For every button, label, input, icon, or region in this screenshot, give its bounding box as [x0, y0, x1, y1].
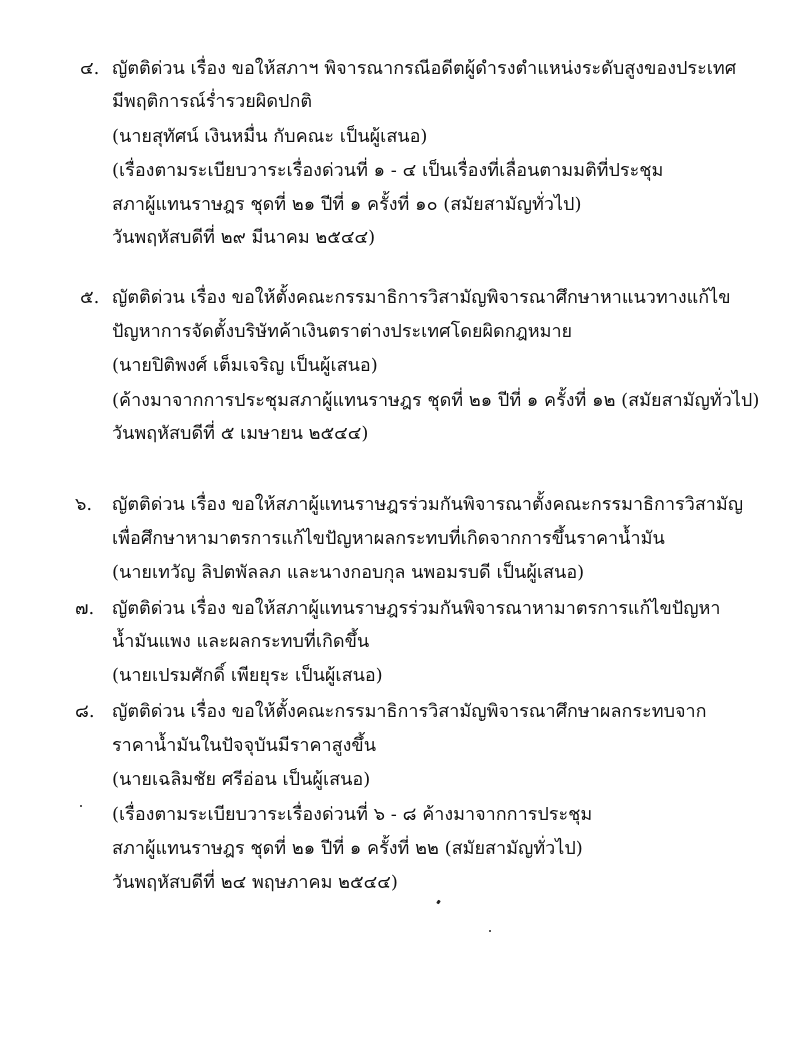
item-number: ๖. [75, 494, 93, 515]
item-note-line: (ค้างมาจากการประชุมสภาผู้แทนราษฎร ชุดที่ ๒๑ ปีที่ ๑ ครั้งที่ ๑๒ (สมัยสามัญทั่วไป) [112, 390, 760, 411]
item-note-line: (เรื่องตามระเบียบวาระเรื่องด่วนที่ ๑ - ๔ เป็นเรื่องที่เลื่อนตามมติที่ประชุม [112, 160, 664, 181]
item-note-line: (เรื่องตามระเบียบวาระเรื่องด่วนที่ ๖ - ๘ ค้างมาจากการประชุม [112, 804, 593, 825]
item-title-line: ญัตติด่วน เรื่อง ขอให้สภาผู้แทนราษฎรร่วมกันพิจารณาหามาตรการแก้ไขปัญหา [112, 598, 721, 619]
item-title-line: น้ำมันแพง และผลกระทบที่เกิดขึ้น [112, 631, 370, 652]
item-number: ๔. [80, 58, 100, 79]
scan-speck [436, 900, 441, 905]
item-title-line: ปัญหาการจัดตั้งบริษัทค้าเงินตราต่างประเทศโดยผิดกฎหมาย [112, 321, 573, 342]
item-title-line: ญัตติด่วน เรื่อง ขอให้สภาผู้แทนราษฎรร่วมกันพิจารณาตั้งคณะกรรมาธิการวิสามัญ [112, 494, 744, 515]
item-title-line: ญัตติด่วน เรื่อง ขอให้ตั้งคณะกรรมาธิการวิสามัญพิจารณาศึกษาหาแนวทางแก้ไข [112, 287, 731, 308]
item-note-line: วันพฤหัสบดีที่ ๒๔ พฤษภาคม ๒๕๔๔) [112, 872, 398, 893]
item-title-line: ญัตติด่วน เรื่อง ขอให้สภาฯ พิจารณากรณีอดีตผู้ดำรงตำแหน่งระดับสูงของประเทศ [112, 58, 737, 79]
item-title-line: ญัตติด่วน เรื่อง ขอให้ตั้งคณะกรรมาธิการวิสามัญพิจารณาศึกษาผลกระทบจาก [112, 701, 707, 722]
item-note-line: วันพฤหัสบดีที่ ๒๙ มีนาคม ๒๕๔๔) [112, 227, 376, 248]
item-number: ๗. [75, 598, 95, 619]
scan-speck [80, 805, 82, 807]
scan-speck [489, 930, 491, 932]
item-proposer: (นายปิติพงศ์ เต็มเจริญ เป็นผู้เสนอ) [112, 355, 378, 376]
item-title-line: เพื่อศึกษาหามาตรการแก้ไขปัญหาผลกระทบที่เกิดจากการขึ้นราคาน้ำมัน [112, 528, 665, 549]
item-proposer: (นายเทวัญ ลิปตพัลลภ และนางกอบกุล นพอมรบดี เป็นผู้เสนอ) [112, 562, 585, 583]
item-note-line: สภาผู้แทนราษฎร ชุดที่ ๒๑ ปีที่ ๑ ครั้งที่ ๑๐ (สมัยสามัญทั่วไป) [112, 194, 582, 215]
item-proposer: (นายเฉลิมชัย ศรีอ่อน เป็นผู้เสนอ) [112, 769, 371, 790]
item-note-line: วันพฤหัสบดีที่ ๕ เมษายน ๒๕๔๔) [112, 423, 369, 444]
item-title-line: มีพฤติการณ์ร่ำรวยผิดปกติ [112, 91, 313, 112]
item-note-line: สภาผู้แทนราษฎร ชุดที่ ๒๑ ปีที่ ๑ ครั้งที่ ๒๒ (สมัยสามัญทั่วไป) [112, 838, 583, 859]
item-number: ๘. [75, 701, 95, 722]
item-proposer: (นายสุทัศน์ เงินหมื่น กับคณะ เป็นผู้เสนอ) [112, 126, 428, 147]
item-title-line: ราคาน้ำมันในปัจจุบันมีราคาสูงขึ้น [112, 735, 377, 756]
item-number: ๕. [80, 287, 100, 308]
item-proposer: (นายเปรมศักดิ์ เพียยุระ เป็นผู้เสนอ) [112, 665, 383, 686]
